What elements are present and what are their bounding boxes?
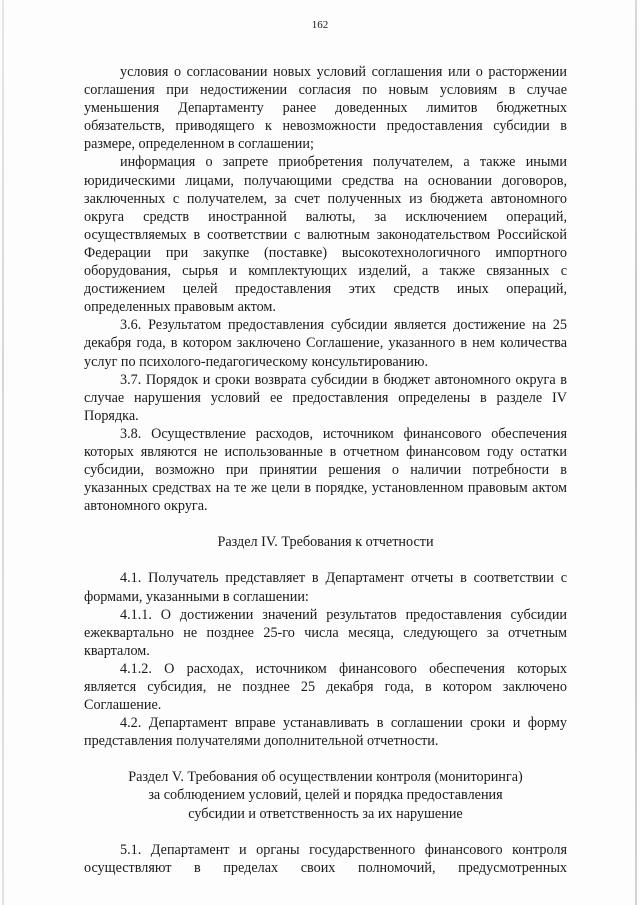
paragraph-3-6: 3.6. Результатом предоставления субсидии является достижение на 25 декабря года, в котором заключено Соглашение, указанного в нем количества услуг по психолого-педагогическому консультированию.: [84, 317, 567, 370]
section-5-heading-line-2: за соблюдением условий, целей и порядка предоставления: [148, 787, 503, 804]
section-5-heading: [84, 768, 567, 822]
paragraph-3-8: 3.8. Осуществление расходов, источником финансового обеспечения которых являются не использованные в отчетном финансовом году остатки субсидии, возможно при принятии решения о наличии потребности в указанных средствах на те же цели в порядке, установленном правовым актом автономного округа.: [84, 425, 567, 515]
paragraph-3-7: 3.7. Порядок и сроки возврата субсидии в бюджет автономного округа в случае нарушения условий ее предоставления определены в разделе IV Порядка.: [84, 371, 567, 424]
paragraph-4-2: 4.2. Департамент вправе устанавливать в соглашении сроки и форму представления получателями дополнительной отчетности.: [84, 715, 567, 750]
document-body: [84, 63, 567, 877]
page-number: 162: [311, 19, 329, 31]
paragraph-5-1: 5.1. Департамент и органы государственного финансового контроля осуществляют в пределах своих полномочий, предусмотренных: [84, 841, 567, 876]
paragraph-agreement-conditions: условия о согласовании новых условий соглашения или о расторжении соглашения при недостижении согласия по новым условиям в случае уменьшения Департаменту ранее доведенных лимитов бюджетных обязательств, приводящего к невозможности предоставления субсидии в размере, определенном в соглашении;: [84, 64, 567, 153]
section-5-heading-line-1: Раздел V. Требования об осуществлении контроля (мониторинга): [128, 769, 523, 786]
paragraph-4-1: 4.1. Получатель представляет в Департамент отчеты в соответствии с формами, указанными в соглашении:: [84, 570, 567, 605]
paragraph-currency-prohibition: информация о запрете приобретения получателем, а также иными юридическими лицами, получающими средства на основании договоров, заключенных с получателем, за счет полученных из бюджета автономного округа средств иностранной валюты, за исключением операций, осуществляемых в соответствии с валютным законодательством Российской Федерации при закупке (поставке) высокотехнологичного импортного оборудования, сырья и комплектующих изделий, а также связанных с достижением целей предоставления этих средств иных операций, определенных правовым актом.: [84, 154, 567, 316]
paragraph-4-1-1: 4.1.1. О достижении значений результатов предоставления субсидии ежеквартально не позднее 25-го числа месяца, следующего за отчетным кварталом.: [84, 606, 567, 659]
section-4-heading: Раздел IV. Требования к отчетности: [217, 534, 434, 551]
scan-edge-left: [2, 0, 4, 905]
paragraph-4-1-2: 4.1.2. О расходах, источником финансового обеспечения которых является субсидия, не позднее 25 декабря года, в котором заключено Соглашение.: [84, 660, 567, 714]
scan-edge-right: [635, 0, 637, 905]
section-5-heading-line-3: субсидии и ответственность за их нарушение: [188, 805, 463, 822]
